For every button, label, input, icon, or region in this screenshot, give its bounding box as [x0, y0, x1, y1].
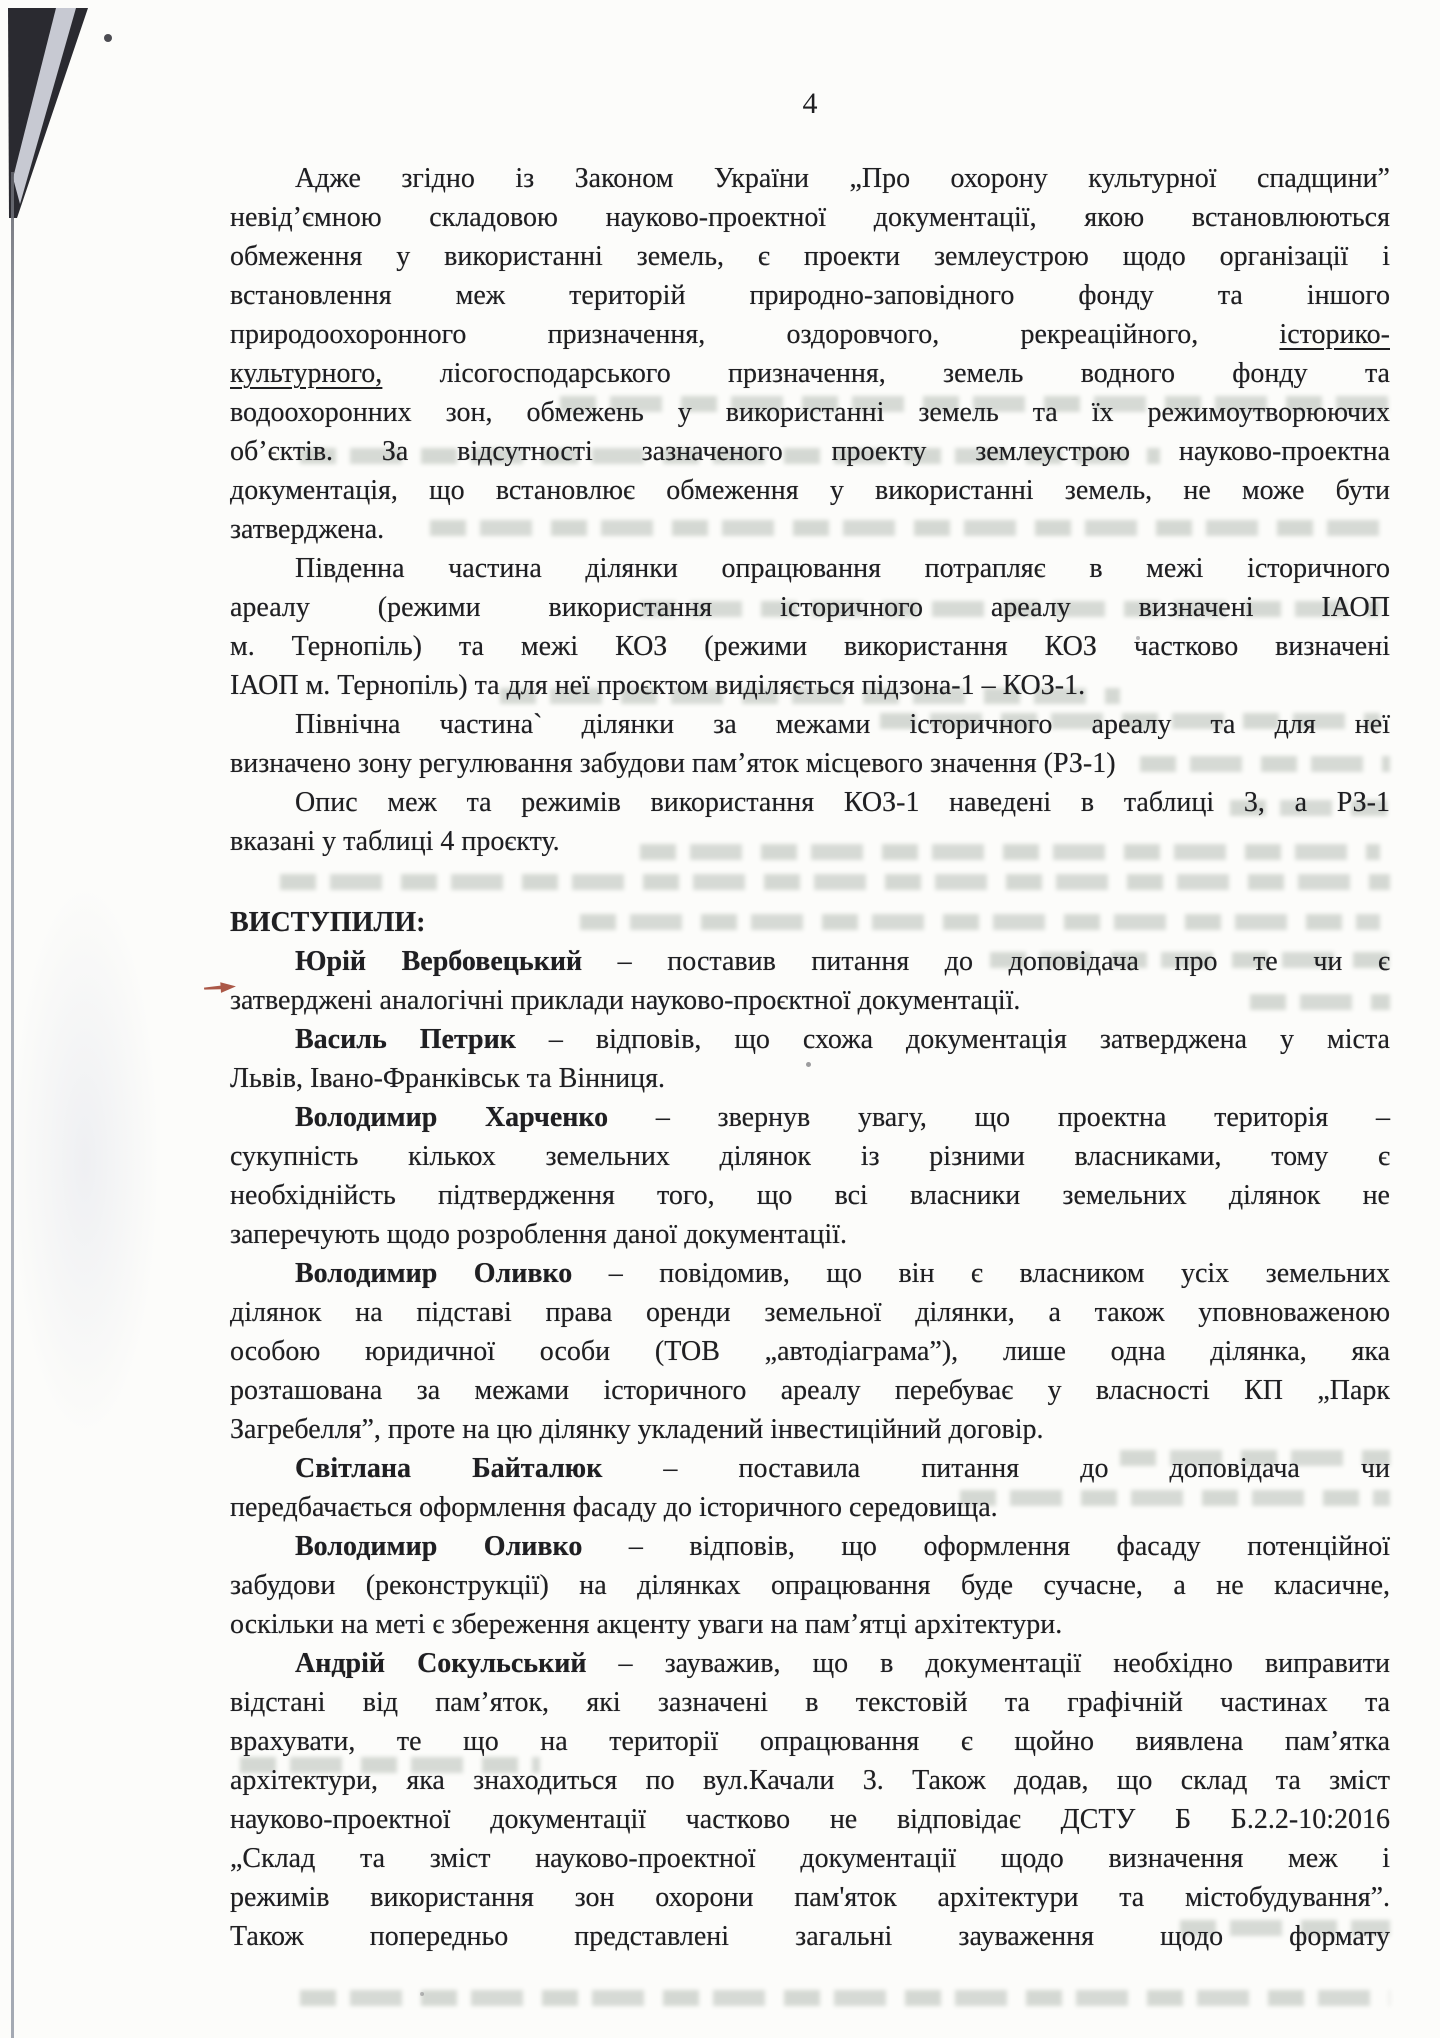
text-segment: передбачається оформлення фасаду до історичного середовища. — [230, 1492, 998, 1523]
text-line — [230, 1293, 1390, 1332]
text-segment: затверджена. — [230, 514, 385, 545]
document-content — [230, 84, 1390, 1956]
text-segment: забудови (реконструкції) на ділянках опрацювання буде сучасне, а не класичне, — [230, 1570, 1390, 1601]
text-line — [230, 627, 1390, 666]
paragraph — [230, 1527, 1390, 1644]
text-line — [230, 1449, 1390, 1488]
text-segment: оскільки на меті є збереження акценту уваги на пам’ятці архітектури. — [230, 1609, 1063, 1640]
page-number: 4 — [802, 87, 818, 120]
paragraph — [230, 549, 1390, 705]
speaker-name: ВИСТУПИЛИ: — [230, 907, 426, 938]
text-line — [230, 1761, 1390, 1800]
text-segment: архітектури, яка знаходиться по вул.Качали 3. Також додав, що склад та зміст — [230, 1765, 1390, 1796]
paragraph — [230, 159, 1390, 549]
paragraph — [230, 1254, 1390, 1449]
text-line — [230, 159, 1390, 198]
text-line — [230, 1488, 1390, 1527]
scan-speck — [104, 34, 112, 42]
text-segment: – поставила питання до доповідача чи — [602, 1453, 1391, 1484]
text-segment: м. Тернопіль) та межі КОЗ (режими використання КОЗ частково визначені — [230, 631, 1390, 662]
text-line — [230, 1566, 1390, 1605]
text-segment: Львів, Івано-Франківськ та Вінниця. — [230, 1063, 665, 1094]
text-segment: Загребелля”, проте на цю ділянку укладений інвестиційний договір. — [230, 1414, 1044, 1445]
text-segment: – поставив питання до доповідача про те чи є — [582, 946, 1390, 977]
text-line — [230, 549, 1390, 588]
text-line — [230, 432, 1390, 471]
scan-smudge — [10, 880, 160, 1440]
speaker-name: Володимир Оливко — [295, 1531, 583, 1562]
speaker-name: Юрій Вербовецький — [295, 946, 583, 977]
speaker-name: Володимир Харченко — [295, 1102, 609, 1133]
text-line — [230, 1839, 1390, 1878]
text-segment: Південна частина ділянки опрацювання потрапляє в межі історичного — [295, 553, 1390, 584]
text-line — [230, 198, 1390, 237]
text-line — [230, 1644, 1390, 1683]
text-segment: об’єктів. За відсутності зазначеного проекту землеустрою науково-проектна — [230, 436, 1390, 467]
paragraph — [230, 1644, 1390, 1956]
text-segment: врахувати, те що на території опрацювання є щойно виявлена пам’ятка — [230, 1726, 1390, 1757]
text-line — [230, 1059, 1390, 1098]
text-segment: лісогосподарського призначення, земель водного фонду та — [382, 358, 1390, 389]
scan-speck — [420, 1992, 424, 1996]
text-line — [230, 1800, 1390, 1839]
text-line — [230, 1020, 1390, 1059]
text-segment: Північна частина` ділянки за межами історичного ареалу та для неї — [295, 709, 1390, 740]
text-segment: науково-проектної документації частково не відповідає ДСТУ Б Б.2.2-10:2016 — [230, 1804, 1390, 1835]
paragraph — [230, 1449, 1390, 1527]
text-line — [230, 1410, 1390, 1449]
paragraph — [230, 783, 1390, 861]
text-line — [230, 1098, 1390, 1137]
text-segment: – відповів, що схожа документація затверджена у міста — [515, 1024, 1390, 1055]
paragraph — [230, 1098, 1390, 1254]
paragraph — [230, 705, 1390, 783]
text-segment: природоохоронного призначення, оздоровчого, рекреаційного, — [230, 319, 1280, 350]
text-line — [230, 1137, 1390, 1176]
text-segment: Опис меж та режимів використання КОЗ-1 наведені в таблиці 3, а РЗ-1 — [295, 787, 1390, 818]
text-line — [230, 903, 1390, 942]
text-segment: – відповів, що оформлення фасаду потенційної — [582, 1531, 1390, 1562]
text-segment: заперечують щодо розроблення даної документації. — [230, 1219, 847, 1250]
text-line — [230, 276, 1390, 315]
text-line — [230, 783, 1390, 822]
text-line — [230, 822, 1390, 861]
text-segment: невід’ємною складовою науково-проектної документації, якою встановлюються — [230, 202, 1390, 233]
text-line — [230, 1332, 1390, 1371]
text-segment: ІАОП м. Тернопіль) та для неї проєктом виділяється підзона-1 – КОЗ-1. — [230, 670, 1086, 701]
text-line — [230, 1683, 1390, 1722]
text-segment: обмеження у використанні земель, є проекти землеустрою щодо організації і — [230, 241, 1390, 272]
text-segment: встановлення меж територій природно-заповідного фонду та іншого — [230, 280, 1390, 311]
speaker-name: Василь Петрик — [295, 1024, 516, 1055]
text-segment: ареалу (режими використання історичного ареалу визначені ІАОП — [230, 592, 1390, 623]
text-segment: документація, що встановлює обмеження у використанні земель, не може бути — [230, 475, 1390, 506]
text-segment: водоохоронних зон, обмежень у використанні земель та їх режимоутворюючих — [230, 397, 1390, 428]
speaker-name: Світлана Байталюк — [295, 1453, 603, 1484]
text-line — [230, 666, 1390, 705]
text-line — [230, 510, 1390, 549]
text-segment: вказані у таблиці 4 проєкту. — [230, 826, 560, 857]
text-segment: відстані від пам’яток, які зазначені в текстовій та графічній частинах та — [230, 1687, 1390, 1718]
text-segment: особою юридичної особи (ТОВ „автодіаграма”), лише одна ділянка, яка — [230, 1336, 1390, 1367]
text-line — [230, 1878, 1390, 1917]
speaker-name: Володимир Оливко — [295, 1258, 573, 1289]
text-line — [230, 237, 1390, 276]
text-line — [230, 705, 1390, 744]
text-line — [230, 1254, 1390, 1293]
text-segment: – зауважив, що в документації необхідно виправити — [586, 1648, 1390, 1679]
section-heading — [230, 903, 1390, 942]
paragraph — [230, 942, 1390, 1020]
text-segment: – звернув увагу, що проектна територія – — [608, 1102, 1390, 1133]
text-line — [230, 744, 1390, 783]
text-line — [230, 1605, 1390, 1644]
text-line — [230, 1215, 1390, 1254]
text-line — [230, 1371, 1390, 1410]
text-segment: Адже згідно із Законом України „Про охорону культурної спадщини” — [295, 163, 1390, 194]
text-segment: історико- — [1279, 319, 1390, 350]
text-segment: ділянок на підставі права оренди земельної ділянки, а також уповноваженою — [230, 1297, 1390, 1328]
text-line — [230, 393, 1390, 432]
text-line — [230, 1176, 1390, 1215]
text-line — [230, 1722, 1390, 1761]
text-segment: режимів використання зон охорони пам'яток архітектури та містобудування”. — [230, 1882, 1390, 1913]
text-line — [230, 942, 1390, 981]
text-segment: сукупність кількох земельних ділянок із різними власниками, тому є — [230, 1141, 1390, 1172]
text-line — [230, 588, 1390, 627]
text-segment: затверджені аналогічні приклади науково-проєктної документації. — [230, 985, 1021, 1016]
text-segment: Також попередньо представлені загальні зауваження щодо формату — [230, 1921, 1390, 1952]
text-line — [230, 354, 1390, 393]
paragraph — [230, 1020, 1390, 1098]
bleed-through-artifact — [300, 1990, 1390, 2006]
text-line — [230, 1917, 1390, 1956]
text-segment: – повідомив, що він є власником усіх земельних — [572, 1258, 1390, 1289]
speaker-name: Андрій Сокульський — [295, 1648, 587, 1679]
text-segment: „Склад та зміст науково-проектної документації щодо визначення меж і — [230, 1843, 1390, 1874]
paragraphs-container — [230, 159, 1390, 1956]
text-segment: необхіднійсть підтвердження того, що всі власники земельних ділянок не — [230, 1180, 1390, 1211]
text-segment: культурного, — [230, 358, 383, 389]
text-line — [230, 315, 1390, 354]
text-segment: розташована за межами історичного ареалу перебуває у власності КП „Парк — [230, 1375, 1390, 1406]
text-line — [230, 471, 1390, 510]
text-line — [230, 1527, 1390, 1566]
scan-edge-line — [11, 172, 14, 2038]
text-line — [230, 981, 1390, 1020]
text-segment: визначено зону регулювання забудови пам’яток місцевого значення (РЗ-1) — [230, 748, 1116, 779]
